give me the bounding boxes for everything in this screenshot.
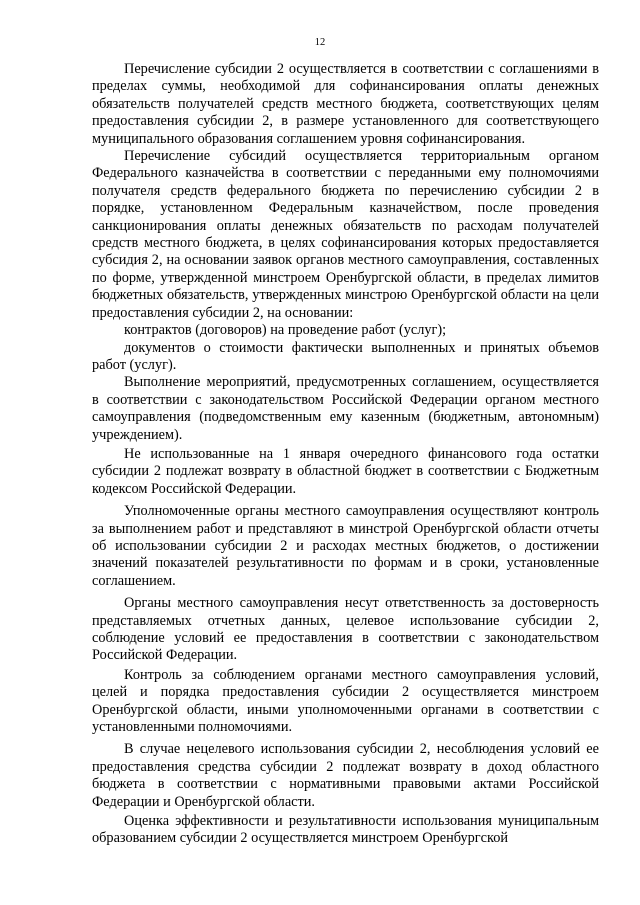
paragraph: Перечисление субсидий осуществляется территориальным органом Федерального казначейства в соответствии с переданными ему полномочиями получателя средств федерального бюджета по перечислению субсидии 2 в порядке, установленном Федеральным казначейством, после проведения санкционирования оплаты денежных обязательств по расходам получателей средств местного бюджета, в целях софинансирования которых предоставляется субсидия 2, на основании заявок органов местного самоуправления, составленных по форме, утвержденной минстроем Оренбургской области, в пределах лимитов бюджетных обязательств, утвержденных минстрою Оренбургской области на цели предоставления субсидии 2, на основании:: [92, 148, 599, 321]
document-body: [92, 61, 599, 848]
paragraph: Перечисление субсидии 2 осуществляется в соответствии с соглашениями в пределах суммы, необходимой для софинансирования оплаты денежных обязательств получателей средств местного бюджета, соответствующих целям предоставления субсидии 2, в размере установленного для соответствующего муниципального образования соглашением уровня софинансирования.: [92, 61, 599, 147]
paragraph: В случае нецелевого использования субсидии 2, несоблюдения условий ее предоставления средства субсидии 2 подлежат возврату в доход областного бюджета в соответствии с нормативными правовыми актами Российской Федерации и Оренбургской области.: [92, 741, 599, 810]
list-item: контрактов (договоров) на проведение работ (услуг);: [124, 322, 447, 339]
paragraph: Оценка эффективности и результативности использования муниципальным образованием субсидии 2 осуществляется минстроем Оренбургской: [92, 813, 599, 847]
paragraph: Органы местного самоуправления несут ответственность за достоверность представляемых отчетных данных, целевое использование субсидии 2, соблюдение условий ее предоставления в соответствии с законодательством Российской Федерации.: [92, 595, 599, 664]
paragraph: Выполнение мероприятий, предусмотренных соглашением, осуществляется в соответствии с законодательством Российской Федерации органом местного самоуправления (подведомственным ему казенным (бюджетным, автономным) учреждением).: [92, 374, 599, 443]
paragraph: Контроль за соблюдением органами местного самоуправления условий, целей и порядка предоставления субсидии 2 осуществляется минстроем Оренбургской области, иными уполномоченными органами в соответствии с установленными полномочиями.: [92, 666, 599, 736]
list-item: документов о стоимости фактически выполненных и принятых объемов работ (услуг).: [92, 339, 599, 373]
paragraph: Не использованные на 1 января очередного финансового года остатки субсидии 2 подлежат возврату в областной бюджет в соответствии с Бюджетным кодексом Российской Федерации.: [92, 445, 599, 497]
paragraph: Уполномоченные органы местного самоуправления осуществляют контроль за выполнением работ и представляют в минстрой Оренбургской области отчеты об использовании субсидии 2 и расходах местных бюджетов, о достижении значений показателей результативности по формам и в сроки, установленные соглашением.: [92, 503, 599, 589]
page-number: 12: [314, 37, 326, 48]
